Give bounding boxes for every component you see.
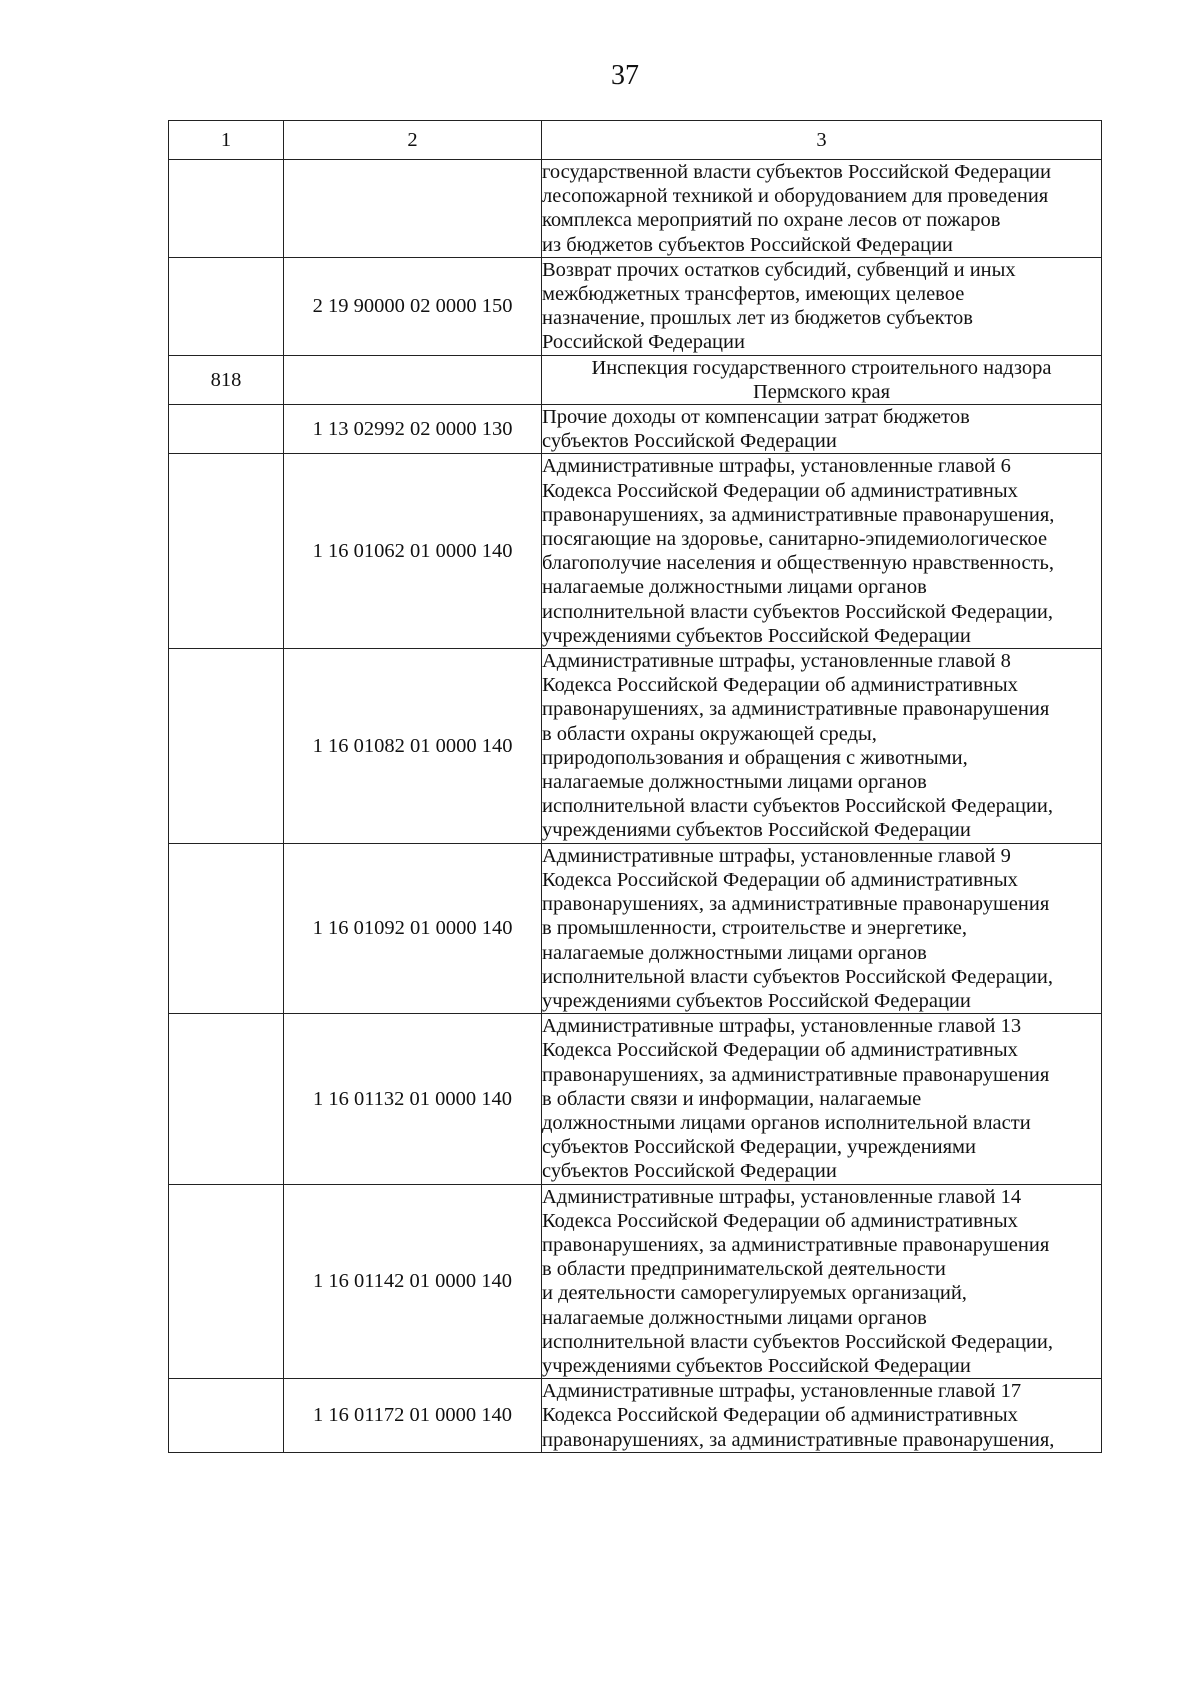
description-line: Кодекса Российской Федерации об административных <box>542 1209 1018 1232</box>
table-row <box>169 160 1102 258</box>
description-line: Административные штрафы, установленные главой 17 <box>542 1380 1022 1403</box>
revenue-code-cell: 1 16 01172 01 0000 140 <box>284 1379 542 1453</box>
description-line: налагаемые должностными лицами органов <box>542 1306 927 1329</box>
description-line: исполнительной власти субъектов Российской Федерации, <box>542 795 1053 818</box>
revenue-description-cell <box>542 649 1102 844</box>
revenue-code-cell: 1 16 01092 01 0000 140 <box>284 843 542 1013</box>
description-line: Прочие доходы от компенсации затрат бюджетов <box>542 406 970 429</box>
revenue-description-cell <box>542 405 1102 454</box>
description-line: назначение, прошлых лет из бюджетов субъектов <box>542 307 973 330</box>
revenue-code-cell: 1 16 01082 01 0000 140 <box>284 649 542 844</box>
description-line: Административные штрафы, установленные главой 14 <box>542 1185 1022 1208</box>
description-line: Кодекса Российской Федерации об административных <box>542 674 1018 697</box>
table-row <box>169 1184 1102 1379</box>
description-line: субъектов Российской Федерации <box>542 1160 837 1183</box>
table-row <box>169 405 1102 454</box>
table-row <box>169 355 1102 404</box>
department-code-cell <box>169 454 284 649</box>
description-line: Кодекса Российской Федерации об административных <box>542 1039 1018 1062</box>
column-header: 3 <box>542 121 1102 160</box>
description-line: субъектов Российской Федерации <box>542 430 837 453</box>
description-line: правонарушениях, за административные правонарушения <box>542 1233 1050 1256</box>
department-code-cell <box>169 160 284 258</box>
description-line: учреждениями субъектов Российской Федерации <box>542 819 971 842</box>
description-line: Возврат прочих остатков субсидий, субвенций и иных <box>542 258 1016 281</box>
description-line: правонарушениях, за административные правонарушения <box>542 1063 1050 1086</box>
description-line: лесопожарной техникой и оборудованием для проведения <box>542 185 1049 208</box>
description-line: правонарушениях, за административные правонарушения <box>542 698 1050 721</box>
revenue-codes-table <box>168 120 1102 1453</box>
description-line: должностными лицами органов исполнительной власти <box>542 1111 1031 1134</box>
description-line: Пермского края <box>752 380 891 403</box>
description-line: комплекса мероприятий по охране лесов от пожаров <box>542 209 1001 232</box>
description-line: межбюджетных трансфертов, имеющих целевое <box>542 283 965 306</box>
table-row <box>169 1014 1102 1184</box>
revenue-code-cell <box>284 160 542 258</box>
description-line: налагаемые должностными лицами органов <box>542 941 927 964</box>
department-code-cell: 818 <box>169 355 284 404</box>
description-line: Кодекса Российской Федерации об административных <box>542 1404 1018 1427</box>
revenue-code-cell: 1 16 01132 01 0000 140 <box>284 1014 542 1184</box>
description-line: и деятельности саморегулируемых организаций, <box>542 1282 967 1305</box>
revenue-description-cell <box>542 1379 1102 1453</box>
administrator-name-cell <box>542 355 1102 404</box>
revenue-description-cell <box>542 160 1102 258</box>
description-line: природопользования и обращения с животными, <box>542 746 968 769</box>
description-line: налагаемые должностными лицами органов <box>542 576 927 599</box>
revenue-description-cell <box>542 454 1102 649</box>
revenue-code-cell: 2 19 90000 02 0000 150 <box>284 257 542 355</box>
department-code-cell <box>169 405 284 454</box>
description-line: субъектов Российской Федерации, учреждениями <box>542 1136 976 1159</box>
description-line: из бюджетов субъектов Российской Федерации <box>542 233 953 256</box>
description-line: в промышленности, строительстве и энергетике, <box>542 917 968 940</box>
description-line: правонарушениях, за административные правонарушения, <box>542 1428 1055 1451</box>
description-line: в области охраны окружающей среды, <box>542 722 877 745</box>
description-line: правонарушениях, за административные правонарушения <box>542 893 1050 916</box>
column-header: 1 <box>169 121 284 160</box>
revenue-code-cell <box>284 355 542 404</box>
revenue-code-cell: 1 13 02992 02 0000 130 <box>284 405 542 454</box>
revenue-code-cell: 1 16 01142 01 0000 140 <box>284 1184 542 1379</box>
description-line: учреждениями субъектов Российской Федерации <box>542 624 971 647</box>
department-code-cell <box>169 1184 284 1379</box>
description-line: учреждениями субъектов Российской Федерации <box>542 1354 971 1377</box>
department-code-cell <box>169 257 284 355</box>
column-header: 2 <box>284 121 542 160</box>
description-line: налагаемые должностными лицами органов <box>542 771 927 794</box>
description-line: учреждениями субъектов Российской Федерации <box>542 989 971 1012</box>
revenue-description-cell <box>542 1014 1102 1184</box>
table-header-row <box>169 121 1102 160</box>
department-code-cell <box>169 649 284 844</box>
description-line: Кодекса Российской Федерации об административных <box>542 479 1018 502</box>
department-code-cell <box>169 1379 284 1453</box>
table-row <box>169 649 1102 844</box>
description-line: исполнительной власти субъектов Российской Федерации, <box>542 965 1053 988</box>
description-line: Административные штрафы, установленные главой 6 <box>542 455 1011 478</box>
revenue-description-cell <box>542 257 1102 355</box>
page-number: 37 <box>611 60 639 91</box>
table-row <box>169 454 1102 649</box>
description-line: Административные штрафы, установленные главой 9 <box>542 844 1011 867</box>
description-line: Административные штрафы, установленные главой 13 <box>542 1015 1022 1038</box>
description-line: исполнительной власти субъектов Российской Федерации, <box>542 1330 1053 1353</box>
description-line: государственной власти субъектов Российской Федерации <box>542 161 1051 183</box>
description-line: исполнительной власти субъектов Российской Федерации, <box>542 600 1053 623</box>
description-line: Инспекция государственного строительного надзора <box>591 356 1052 379</box>
description-line: правонарушениях, за административные правонарушения, <box>542 503 1055 526</box>
table-row <box>169 1379 1102 1453</box>
revenue-description-cell <box>542 1184 1102 1379</box>
table-row <box>169 257 1102 355</box>
description-line: Российской Федерации <box>542 331 745 354</box>
description-line: посягающие на здоровье, санитарно-эпидемиологическое <box>542 528 1048 551</box>
table-row <box>169 843 1102 1013</box>
description-line: Кодекса Российской Федерации об административных <box>542 868 1018 891</box>
revenue-code-cell: 1 16 01062 01 0000 140 <box>284 454 542 649</box>
description-line: Административные штрафы, установленные главой 8 <box>542 650 1011 673</box>
revenue-description-cell <box>542 843 1102 1013</box>
description-line: в области связи и информации, налагаемые <box>542 1087 922 1110</box>
department-code-cell <box>169 1014 284 1184</box>
description-line: в области предпринимательской деятельности <box>542 1258 946 1281</box>
description-line: благополучие населения и общественную нравственность, <box>542 552 1055 575</box>
department-code-cell <box>169 843 284 1013</box>
